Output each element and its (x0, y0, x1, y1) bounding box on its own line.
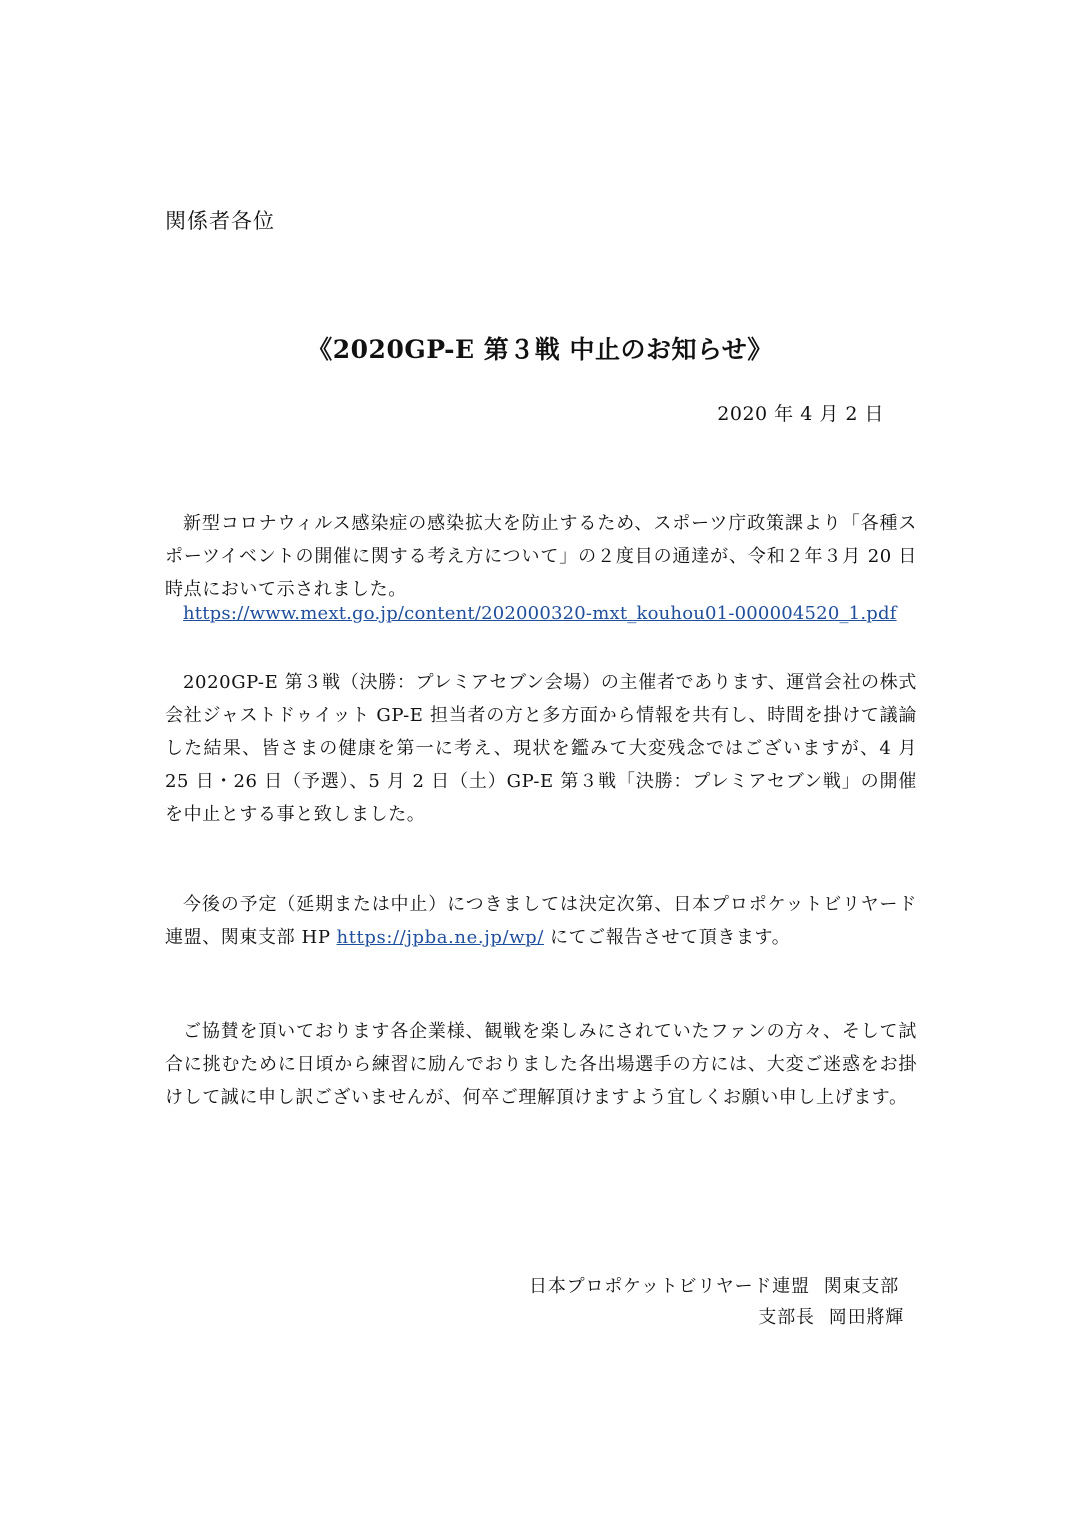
signature-name: 岡田將輝 (828, 1307, 904, 1328)
salutation: 関係者各位 (165, 209, 275, 233)
paragraph-schedule (165, 888, 917, 954)
signature-role: 支部長 (758, 1307, 815, 1328)
schedule-text-before: 今後の予定（延期または中止）につきましては決定次第、日本プロポケットビリヤード連盟、関東支部 HP (165, 894, 917, 948)
signature-organization: 日本プロポケットビリヤード連盟 (529, 1276, 810, 1297)
signature-name-line (758, 1303, 904, 1329)
paragraph-notice: 新型コロナウィルス感染症の感染拡大を防止するため、スポーツ庁政策課より「各種スポーツイベントの開催に関する考え方について」の２度目の通達が、令和２年３月 20 日時点において示されました。 (165, 513, 917, 600)
jpba-link[interactable]: https://jpba.ne.jp/wp/ (336, 927, 544, 948)
paragraph-apology: ご協賛を頂いております各企業様、観戦を楽しみにされていたファンの方々、そして試合に挑むために日頃から練習に励んでおりました各出場選手の方には、大変ご迷惑をお掛けして誠に申し訳ございませんが、何卒ご理解頂けますよう宜しくお願い申し上げます。 (165, 1021, 917, 1108)
document-title: 《2020GP-E 第３戦 中止のお知らせ》 (307, 335, 773, 364)
schedule-text-after: にてご報告させて頂きます。 (549, 927, 791, 948)
mext-link[interactable]: https://www.mext.go.jp/content/202000320-mxt_kouhou01-000004520_1.pdf (183, 603, 897, 624)
signature-organization-line (529, 1272, 899, 1298)
paragraph-cancellation: 2020GP-E 第３戦（決勝：プレミアセブン会場）の主催者であります、運営会社の株式会社ジャストドゥイット GP-E 担当者の方と多方面から情報を共有し、時間を掛けて議論した結果、皆さまの健康を第一に考え、現状を鑑みて大変残念ではございますが、4 月 25 日・26 日（予選）、5 月 2 日（土）GP-E 第３戦「決勝：プレミアセブン戦」の開催を中止とする事と致しました。 (165, 672, 917, 825)
signature-branch: 関東支部 (823, 1276, 899, 1297)
document-date: 2020 年 4 月 2 日 (717, 403, 884, 425)
